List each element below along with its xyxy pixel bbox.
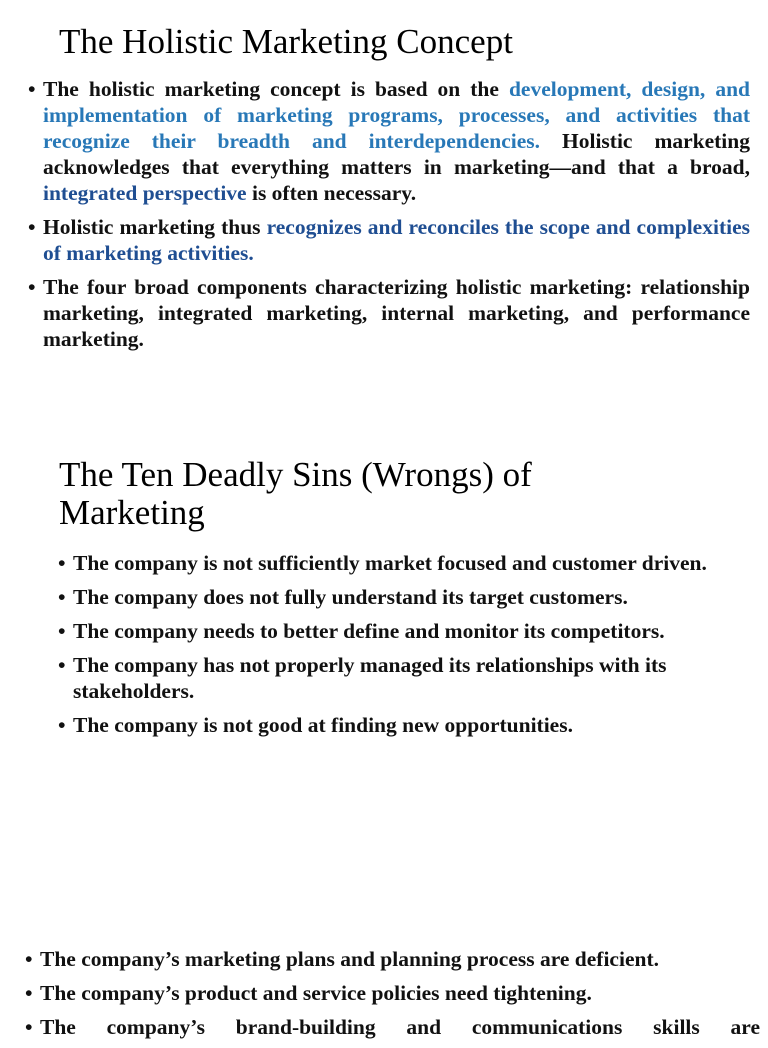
slide2-bullet-2 bbox=[58, 584, 733, 610]
bullet-dot: • bbox=[58, 653, 66, 677]
highlighted-text: integrated perspective bbox=[43, 181, 247, 205]
bullet-text: The company is not sufficiently market focused and customer driven. bbox=[73, 551, 707, 575]
slide3-bullet-3 bbox=[25, 1014, 760, 1040]
bullet-text: The company has not properly managed its relationships with its stakeholders. bbox=[73, 653, 667, 703]
bullet-text: The four broad components characterizing holistic marketing: relationship marketing, integrated marketing, internal marketing, and performance marketing. bbox=[43, 275, 750, 351]
bullet-text: The company is not good at finding new opportunities. bbox=[73, 713, 573, 737]
highlighted-text: development, design, and implementation of marketing programs, processes, and activities that recognize their breadth and interdependencies. bbox=[43, 77, 750, 153]
slide1-bullet-1 bbox=[28, 76, 750, 206]
slide1-title: The Holistic Marketing Concept bbox=[59, 22, 513, 61]
bullet-dot: • bbox=[28, 77, 36, 101]
slide2-bullet-3 bbox=[58, 618, 733, 644]
slide1-bullet-list bbox=[28, 76, 750, 360]
bullet-dot: • bbox=[58, 551, 66, 575]
bullet-dot: • bbox=[25, 981, 33, 1005]
bullet-dot: • bbox=[28, 215, 36, 239]
bullet-text: Holistic marketing acknowledges that everything matters in marketing—and that a broad, bbox=[43, 129, 750, 179]
bullet-dot: • bbox=[25, 947, 33, 971]
slide3-bullet-2 bbox=[25, 980, 760, 1006]
slide1-bullet-3 bbox=[28, 274, 750, 352]
slide2-bullet-4 bbox=[58, 652, 733, 704]
bullet-text: The company’s brand-building and communications skills are bbox=[40, 1015, 760, 1039]
bullet-dot: • bbox=[58, 713, 66, 737]
bullet-text: The holistic marketing concept is based on the bbox=[43, 77, 509, 101]
slide2-bullet-5 bbox=[58, 712, 733, 738]
slide3-bullet-list bbox=[25, 946, 760, 1048]
highlighted-text: recognizes and reconciles the scope and complexities of marketing activities. bbox=[43, 215, 750, 265]
bullet-text: The company does not fully understand its target customers. bbox=[73, 585, 628, 609]
bullet-dot: • bbox=[58, 619, 66, 643]
bullet-dot: • bbox=[28, 275, 36, 299]
bullet-dot: • bbox=[25, 1015, 33, 1039]
bullet-dot: • bbox=[58, 585, 66, 609]
bullet-text: The company’s product and service policies need tightening. bbox=[40, 981, 592, 1005]
bullet-text: is often necessary. bbox=[246, 181, 417, 205]
slide3-bullet-1 bbox=[25, 946, 760, 972]
bullet-text: Holistic marketing thus bbox=[43, 215, 267, 239]
slide2-bullet-list bbox=[58, 550, 733, 746]
slide2-bullet-1 bbox=[58, 550, 733, 576]
slide1-bullet-2 bbox=[28, 214, 750, 266]
bullet-text: The company’s marketing plans and planning process are deficient. bbox=[40, 947, 659, 971]
bullet-text: The company needs to better define and monitor its competitors. bbox=[73, 619, 665, 643]
slide2-title: The Ten Deadly Sins (Wrongs) of Marketing bbox=[59, 455, 532, 532]
